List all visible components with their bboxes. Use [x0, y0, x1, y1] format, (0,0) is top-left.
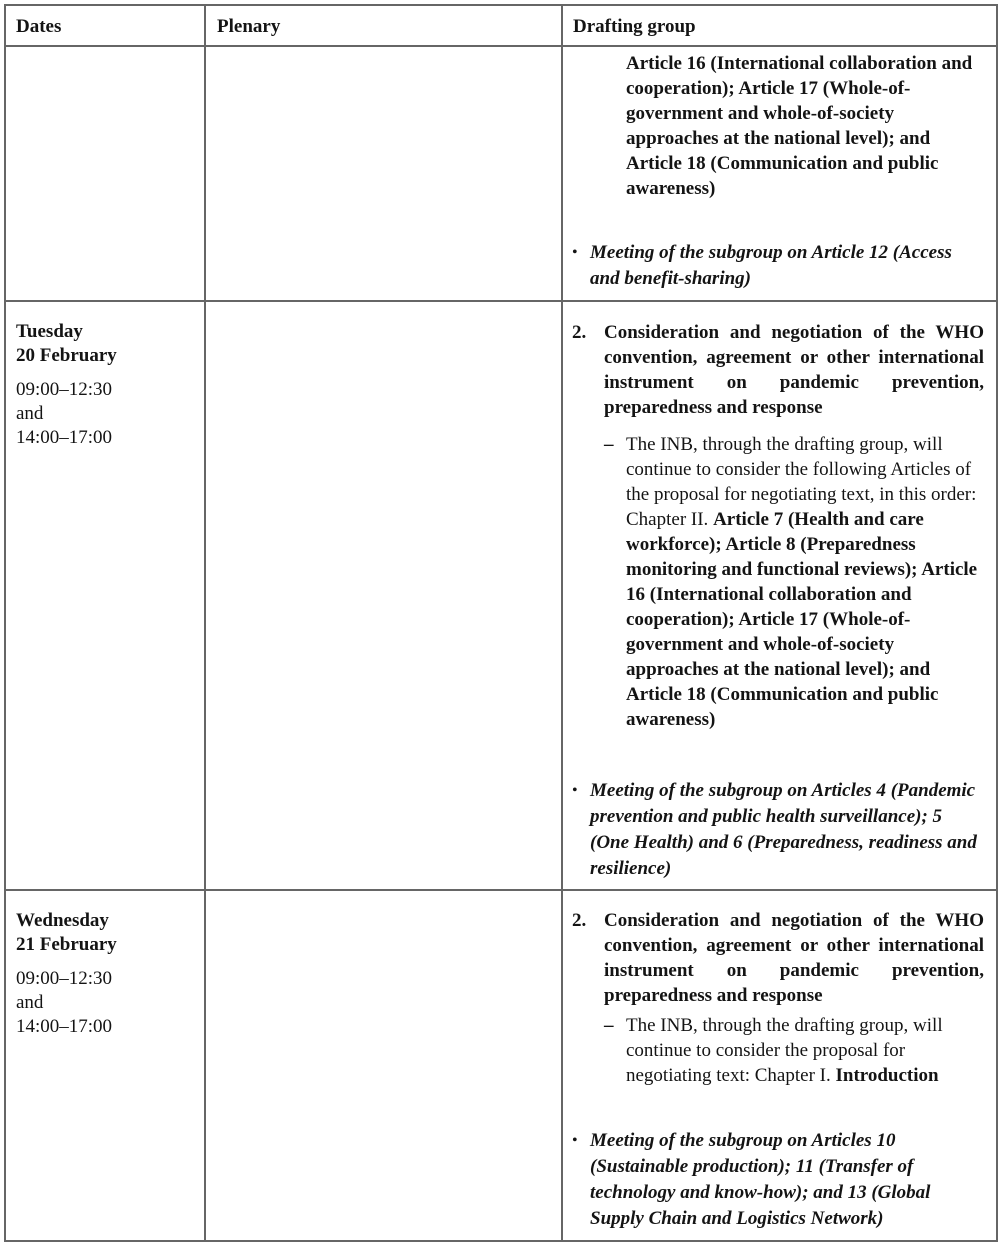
day-date: 20 February: [16, 345, 117, 366]
sub-item-text: [626, 1013, 984, 1088]
day-name: Wednesday: [16, 910, 109, 931]
item-number: 2.: [572, 322, 587, 343]
list-item: [572, 1128, 984, 1232]
dash-mark: –: [604, 1015, 614, 1036]
date-cell: [16, 909, 196, 1039]
item-number: 2.: [572, 910, 587, 931]
agenda-item: [572, 908, 984, 1008]
table-border-right: [996, 4, 998, 1241]
row-divider: [4, 889, 998, 891]
header-dates: Dates: [16, 16, 62, 37]
sub-item: [604, 432, 984, 732]
time-afternoon: 14:00–17:00: [16, 1016, 113, 1037]
sub-item: [604, 1013, 984, 1088]
sub-item-intro: The INB, through the drafting group, will continue to consider the following Articles of the proposal for negotiating text, in this order: Chapter II.: [626, 434, 977, 530]
column-divider: [204, 4, 206, 1241]
header-plenary: Plenary: [217, 16, 281, 37]
list-item: [572, 778, 984, 882]
subgroup-meeting: Meeting of the subgroup on Articles 4 (Pandemic prevention and public health surveillance); 5 (One Health) and 6 (Preparedness, readiness and resilience): [590, 780, 977, 879]
time-afternoon: 14:00–17:00: [16, 427, 113, 448]
day-name: Tuesday: [16, 321, 83, 342]
header-divider: [4, 45, 998, 47]
row-divider: [4, 300, 998, 302]
dash-mark: –: [604, 434, 614, 455]
bullet-mark: •: [572, 244, 578, 261]
header-drafting-group: Drafting group: [573, 16, 696, 37]
sub-item-articles: Introduction: [835, 1065, 939, 1086]
continuation-text: Article 16 (International collaboration and cooperation); Article 17 (Whole-of-government and whole-of-society approaches at the national level); and Article 18 (Communication and public awareness): [626, 53, 973, 199]
item-title: Consideration and negotiation of the WHO convention, agreement or other international instrument on pandemic prevention, preparedness and response: [604, 322, 984, 418]
day-date: 21 February: [16, 934, 117, 955]
table-border-bottom: [4, 1240, 998, 1242]
item-title: Consideration and negotiation of the WHO convention, agreement or other international instrument on pandemic prevention, preparedness and response: [604, 910, 984, 1006]
agenda-item: [572, 320, 984, 420]
subgroup-meeting: Meeting of the subgroup on Articles 10 (Sustainable production); 11 (Transfer of technology and know-how); and 13 (Global Supply Chain and Logistics Network): [590, 1130, 931, 1229]
date-cell: [16, 320, 196, 450]
list-item: [572, 240, 984, 292]
table-border-left: [4, 4, 6, 1241]
subgroup-meeting: Meeting of the subgroup on Article 12 (Access and benefit-sharing): [590, 242, 952, 289]
sub-item-articles: Article 7 (Health and care workforce); Article 8 (Preparedness monitoring and functional reviews); Article 16 (International collaboration and cooperation); Article 17 (Whole-of-government and whole-of-society approaches at the national level); and Article 18 (Communication and public awareness): [626, 509, 978, 730]
sub-item-intro: The INB, through the drafting group, will continue to consider the proposal for negotiating text: Chapter I.: [626, 1015, 943, 1086]
session-times: [16, 378, 196, 450]
column-divider: [561, 4, 563, 1241]
time-connector: and: [16, 403, 44, 424]
session-times: [16, 967, 196, 1039]
bullet-mark: •: [572, 782, 578, 799]
sub-item-text: [626, 432, 984, 732]
time-morning: 09:00–12:30: [16, 968, 113, 989]
time-morning: 09:00–12:30: [16, 379, 113, 400]
time-connector: and: [16, 992, 44, 1013]
bullet-mark: •: [572, 1132, 578, 1149]
table-border-top: [4, 4, 998, 6]
